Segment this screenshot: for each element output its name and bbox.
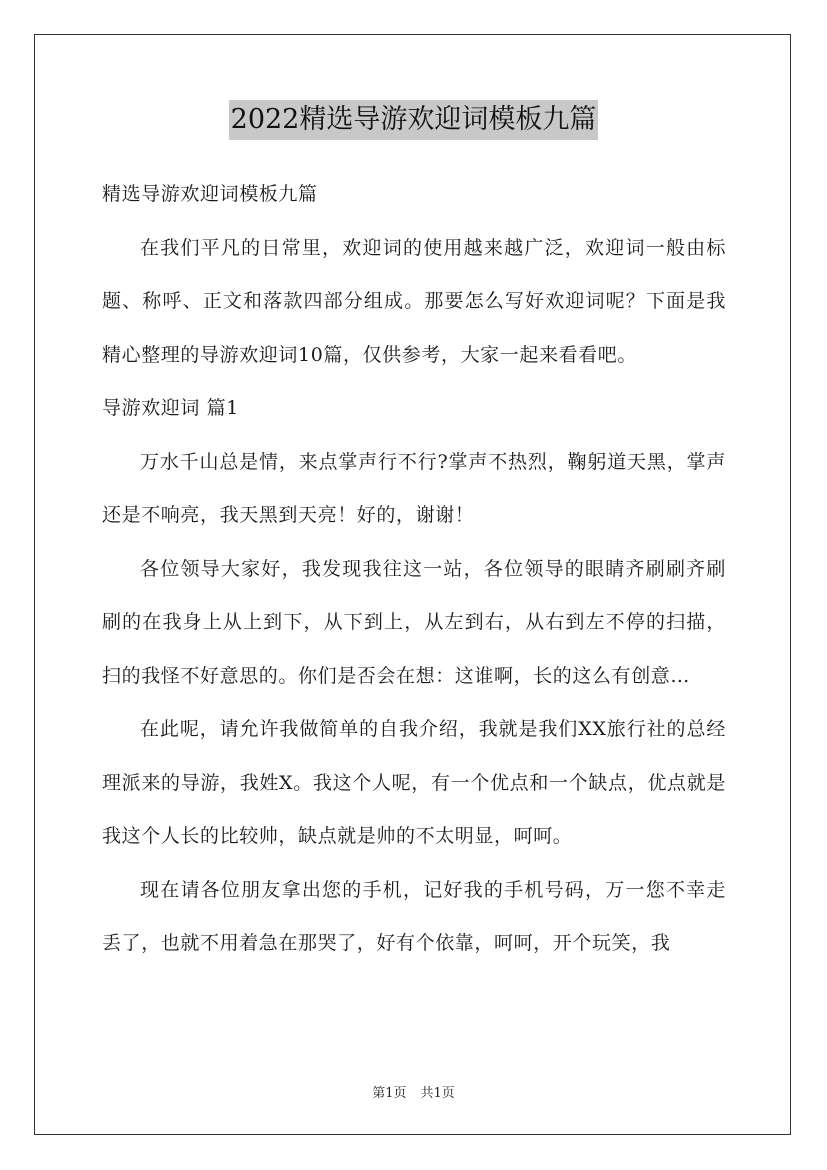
title-container [0, 100, 827, 140]
paragraph-greeting: 各位领导大家好，我发现我往这一站，各位领导的眼睛齐刷刷齐刷刷的在我身上从上到下，从下到上，从左到右，从右到左不停的扫描，扫的我怪不好意思的。你们是否会在想：这谁啊，长的这么有创意… [102, 557, 726, 687]
section-heading: 导游欢迎词 篇1 [102, 397, 239, 419]
document-subtitle: 精选导游欢迎词模板九篇 [102, 183, 318, 205]
document-body [102, 168, 726, 971]
page-number-current: 第1页 [372, 1086, 407, 1101]
paragraph-introduction: 在此呢，请允许我做简单的自我介绍，我就是我们XX旅行社的总经理派来的导游，我姓X。我这个人呢，有一个优点和一个缺点，优点就是我这个人长的比较帅，缺点就是帅的不太明显，呵呵。 [102, 718, 726, 847]
paragraph-opening: 万水千山总是情，来点掌声行不行?掌声不热烈，鞠躬道天黑，掌声还是不响亮，我天黑到天亮！好的，谢谢！ [102, 450, 726, 526]
document-title: 2022精选导游欢迎词模板九篇 [229, 100, 599, 140]
page-number-total: 共1页 [420, 1086, 455, 1101]
paragraph-phone: 现在请各位朋友拿出您的手机，记好我的手机号码，万一您不幸走丢了，也就不用着急在那哭了，好有个依靠，呵呵，开个玩笑，我 [102, 878, 726, 954]
paragraph-intro: 在我们平凡的日常里，欢迎词的使用越来越广泛，欢迎词一般由标题、称呼、正文和落款四部分组成。那要怎么写好欢迎词呢？下面是我精心整理的导游欢迎词10篇，仅供参考，大家一起来看看吧。 [102, 236, 726, 366]
page-footer [0, 1082, 827, 1101]
